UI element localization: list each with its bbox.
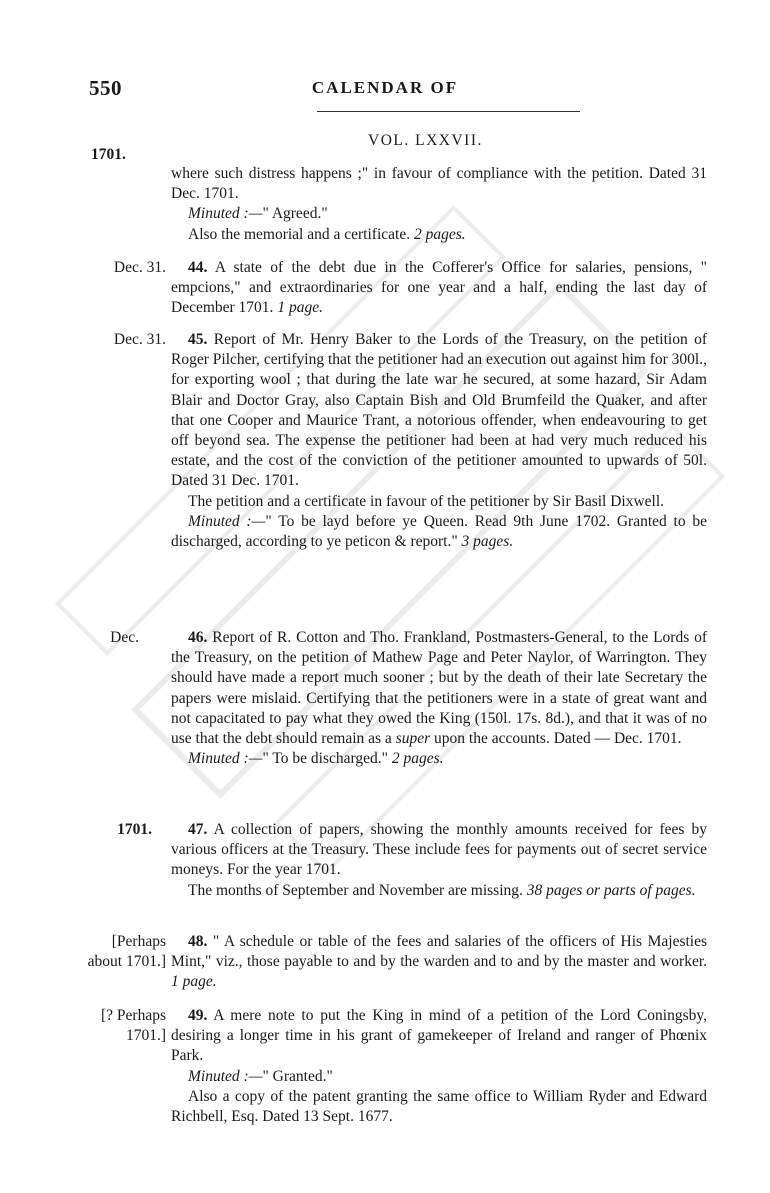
entry-body: Report of Mr. Henry Baker to the Lords of the Treasury, on the petition of Roger Pilcher, certifying that the petitioner had an execution out against him for 300l., for exporting wool ; that during the late war he secured, at some hazard, Sir Adam Blair and Doctor Gray, also Captain Bish and Old Brumfeild the Quaker, and after that one Cooper and Maurice Trant, a notorious offender, when endeavouring to get off beyond sea. The expense the petitioner had been at had very much reduced his estate, and the cost of the conviction of the petitioner amounted to upwards of 50l. Dated 31 Dec. 1701. bbox=[171, 331, 708, 490]
entry-text bbox=[171, 932, 707, 993]
entry-number: 47. bbox=[188, 821, 208, 838]
entry-para: The months of September and November are missing. bbox=[188, 881, 523, 899]
header-rule bbox=[317, 111, 580, 112]
minuted-label: Minuted :— bbox=[188, 750, 263, 768]
entry-number: 44. bbox=[188, 259, 208, 276]
entry-number: 48. bbox=[188, 933, 208, 950]
page-count: 1 page. bbox=[277, 299, 323, 317]
date-line: 1701.] bbox=[125, 1027, 166, 1045]
entry-text bbox=[171, 330, 707, 552]
entry-number: 45. bbox=[188, 331, 208, 348]
page-count: 2 pages. bbox=[391, 750, 444, 768]
entry-number: 49. bbox=[188, 1007, 208, 1024]
entry-date bbox=[70, 1006, 166, 1046]
entry-text bbox=[171, 820, 707, 901]
margin-year-top: 1701. bbox=[91, 146, 126, 163]
volume-label: VOL. LXXVII. bbox=[368, 132, 483, 149]
entry-body: " A schedule or table of the fees and salaries of the officers of His Majesties Mint," viz., those payable to and by the warden and to and by the master and worker. bbox=[171, 933, 707, 971]
minuted-text: " To be layd before ye Queen. Read 9th June 1702. Granted to be discharged, according to ye peticon & report." bbox=[171, 512, 707, 551]
entry-text bbox=[171, 258, 707, 319]
entry-body-end: upon the accounts. Dated — Dec. 1701. bbox=[434, 730, 682, 748]
entry-body: A mere note to put the King in mind of a petition of the Lord Coningsby, desiring a longer time in his grant of gamekeeper of Ireland and ranger of Phœnix Park. bbox=[171, 1007, 707, 1065]
date-line: [? Perhaps bbox=[101, 1007, 166, 1024]
entry-date bbox=[70, 932, 166, 972]
page-count: 3 pages. bbox=[461, 533, 514, 551]
page-count: 2 pages. bbox=[413, 225, 466, 243]
entry-text bbox=[171, 628, 707, 769]
minuted-text: " Agreed." bbox=[262, 205, 328, 223]
minuted-label: Minuted :— bbox=[188, 512, 266, 530]
running-title: CALENDAR OF bbox=[311, 78, 459, 97]
entry-body: A collection of papers, showing the monthly amounts received for fees by various officers at the Treasury. These include fees for payments out of secret service moneys. For the year 1701. bbox=[171, 821, 707, 879]
page-header bbox=[0, 76, 770, 106]
minuted-label: Minuted :— bbox=[188, 205, 263, 223]
date-line: [Perhaps bbox=[111, 933, 166, 950]
entry-para: The petition and a certificate in favour of the petitioner by Sir Basil Dixwell. bbox=[188, 492, 665, 510]
entry-para: Also a copy of the patent granting the same office to William Ryder and Edward Richbell, Esq. Dated 13 Sept. 1677. bbox=[171, 1087, 707, 1126]
also-text: Also the memorial and a certificate. bbox=[188, 225, 411, 243]
entry-date: Dec. 31. bbox=[113, 259, 166, 276]
date-line: about 1701.] bbox=[87, 953, 166, 971]
entry-date: Dec. 31. bbox=[113, 331, 166, 348]
entry-date: Dec. bbox=[110, 629, 139, 646]
entry-number: 46. bbox=[188, 629, 208, 646]
entry-body: Report of R. Cotton and Tho. Frankland, Postmasters-General, to the Lords of the Treasury, on the petition of Mathew Page and Peter Naylor, of Warrington. They should have made a report much sooner ; but by the death of their late Secretary the papers were mislaid. Certifying that the petitioners were in a state of great want and not capacitated to pay what they owed the King (150l. 17s. 8d.), and that it was of no use that the debt should remain as a bbox=[171, 629, 708, 748]
entry-text bbox=[171, 164, 707, 245]
page-count: 38 pages or parts of pages. bbox=[526, 881, 696, 899]
italic-word: super bbox=[395, 730, 431, 748]
entry-body: A state of the debt due in the Cofferer's Office for salaries, pensions, " empcions," and extraordinaries for one year and a half, ending the last day of December 1701. bbox=[171, 259, 707, 317]
continuation-text: where such distress happens ;" in favour of compliance with the petition. Dated 31 Dec. 1701. bbox=[171, 165, 707, 203]
minuted-text: " To be discharged." bbox=[262, 750, 388, 768]
entry-date: 1701. bbox=[117, 821, 152, 838]
page-number: 550 bbox=[89, 76, 122, 100]
minuted-label: Minuted :— bbox=[188, 1067, 263, 1085]
page-count: 1 page. bbox=[171, 973, 217, 991]
minuted-text: " Granted." bbox=[262, 1067, 333, 1085]
entry-text bbox=[171, 1006, 707, 1127]
